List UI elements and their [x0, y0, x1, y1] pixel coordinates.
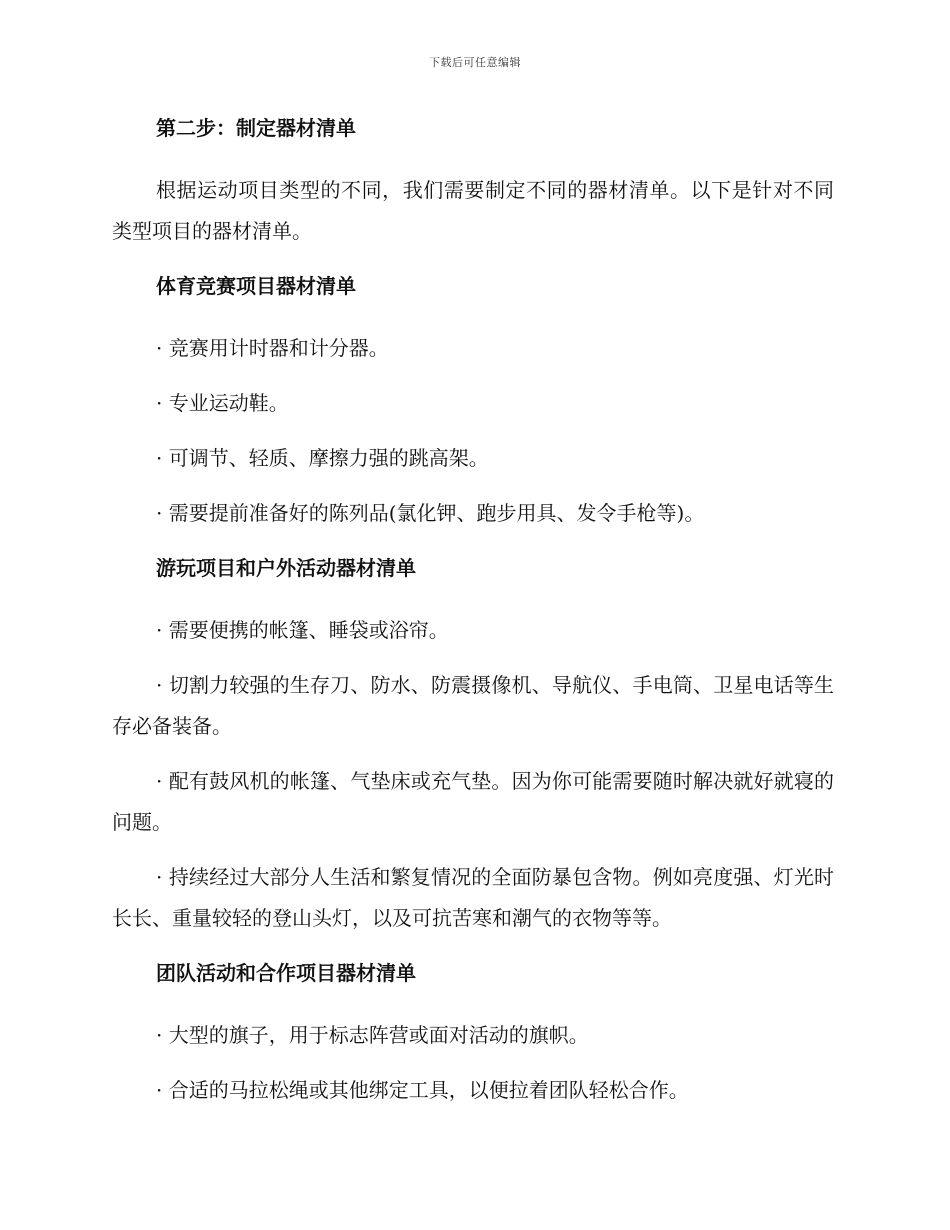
document-body: [112, 108, 834, 1125]
list-item: · 大型的旗子，用于标志阵营或面对活动的旗帜。: [156, 1023, 589, 1047]
list-item: · 可调节、轻质、摩擦力强的跳高架。: [156, 446, 489, 470]
section-heading-step2: 第二步：制定器材清单: [156, 116, 356, 140]
list-item: · 配有鼓风机的帐篷、气垫床或充气垫。因为你可能需要随时解决就好就寝的问题。: [112, 769, 834, 834]
list-item: · 合适的马拉松绳或其他绑定工具，以便拉着团队轻松合作。: [156, 1078, 689, 1102]
list-item: · 切割力较强的生存刀、防水、防震摄像机、导航仪、手电筒、卫星电话等生存必备装备。: [112, 673, 834, 738]
section-heading-team: 团队活动和合作项目器材清单: [156, 961, 416, 985]
list-item: · 需要便携的帐篷、睡袋或浴帘。: [156, 618, 449, 642]
section-heading-outdoor: 游玩项目和户外活动器材清单: [156, 556, 416, 580]
list-item: · 需要提前准备好的陈列品(氯化钾、跑步用具、发令手枪等)。: [156, 501, 705, 525]
page-header: 下载后可任意编辑: [429, 56, 521, 69]
list-item: · 竞赛用计时器和计分器。: [156, 336, 389, 360]
section-heading-sports: 体育竞赛项目器材清单: [156, 274, 356, 298]
intro-paragraph: 根据运动项目类型的不同，我们需要制定不同的器材清单。以下是针对不同类型项目的器材清单。: [112, 178, 834, 243]
list-item: · 专业运动鞋。: [156, 391, 289, 415]
list-item: · 持续经过大部分人生活和繁复情况的全面防暴包含物。例如亮度强、灯光时长长、重量较轻的登山头灯，以及可抗苦寒和潮气的衣物等等。: [112, 865, 834, 930]
